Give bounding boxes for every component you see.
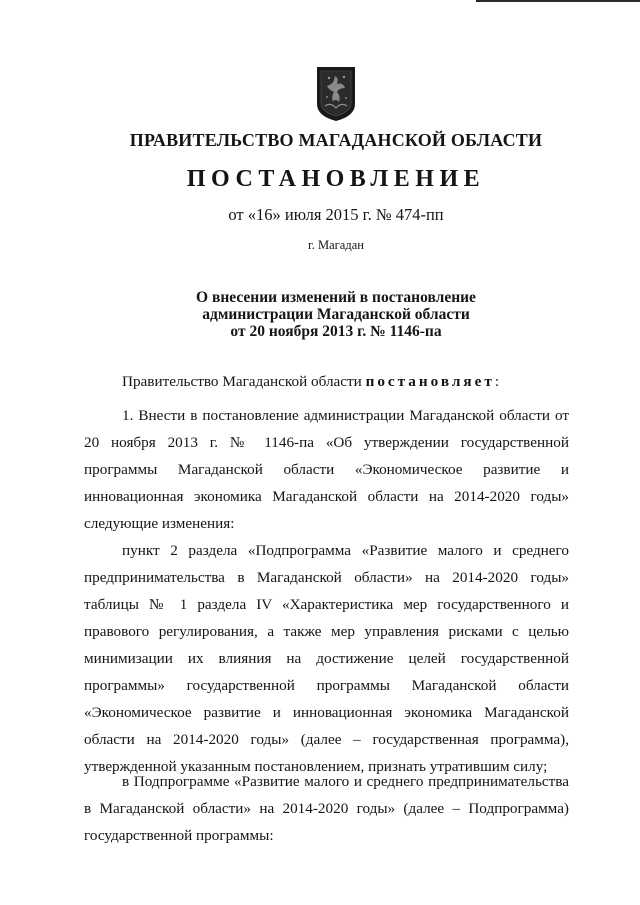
- clause-a-text: пункт 2 раздела «Подпрограмма «Развитие малого и среднего предпринимательства в Магаданской области» на 2014-2020 годы» таблицы № 1 раздела IV «Характеристика мер государственного и правового регулирования, а также мер управления рисками с целью минимизации их влияния на достижение целей государственной программы» государственной программы Магаданской области «Экономическое развитие и инновационная экономика Магаданской области на 2014-2020 годы» (далее – государственная программа), утвержденной указанным постановлением, признать утратившим силу;: [84, 542, 569, 775]
- paragraph-clause-b: [84, 768, 569, 849]
- government-title: ПРАВИТЕЛЬСТВО МАГАДАНСКОЙ ОБЛАСТИ: [129, 130, 543, 150]
- preamble-verb: постановляет: [365, 373, 495, 390]
- subject-line-3: от 20 ноября 2013 г. № 1146-па: [230, 323, 442, 340]
- preamble: [84, 368, 569, 395]
- preamble-text: Правительство Магаданской области: [122, 373, 366, 390]
- subject-line-1: О внесении изменений в постановление: [196, 289, 476, 306]
- item-1-text: 1. Внести в постановление администрации Магаданской области от 20 ноября 2013 г. № 1146-па «Об утверждении государственной программы Магаданской области «Экономическое развитие и инновационная экономика Магаданской области на 2014-2020 годы» следующие изменения:: [84, 407, 569, 532]
- paragraph-clause-a: [84, 537, 569, 780]
- coat-of-arms-icon: [315, 64, 357, 122]
- decree-subject: [0, 289, 640, 340]
- city: г. Магадан: [308, 238, 364, 252]
- top-rule: [476, 0, 640, 2]
- preamble-colon: :: [494, 373, 500, 390]
- clause-b-text: в Подпрограмме «Развитие малого и среднего предпринимательства в Магаданской области» на 2014-2020 годы» (далее – Подпрограмма) государственной программы:: [84, 773, 569, 844]
- paragraph-item-1: [84, 402, 569, 537]
- document-type: ПОСТАНОВЛЕНИЕ: [186, 166, 486, 192]
- subject-line-2: администрации Магаданской области: [202, 306, 470, 323]
- decree-date-number: от «16» июля 2015 г. № 474-пп: [228, 205, 444, 224]
